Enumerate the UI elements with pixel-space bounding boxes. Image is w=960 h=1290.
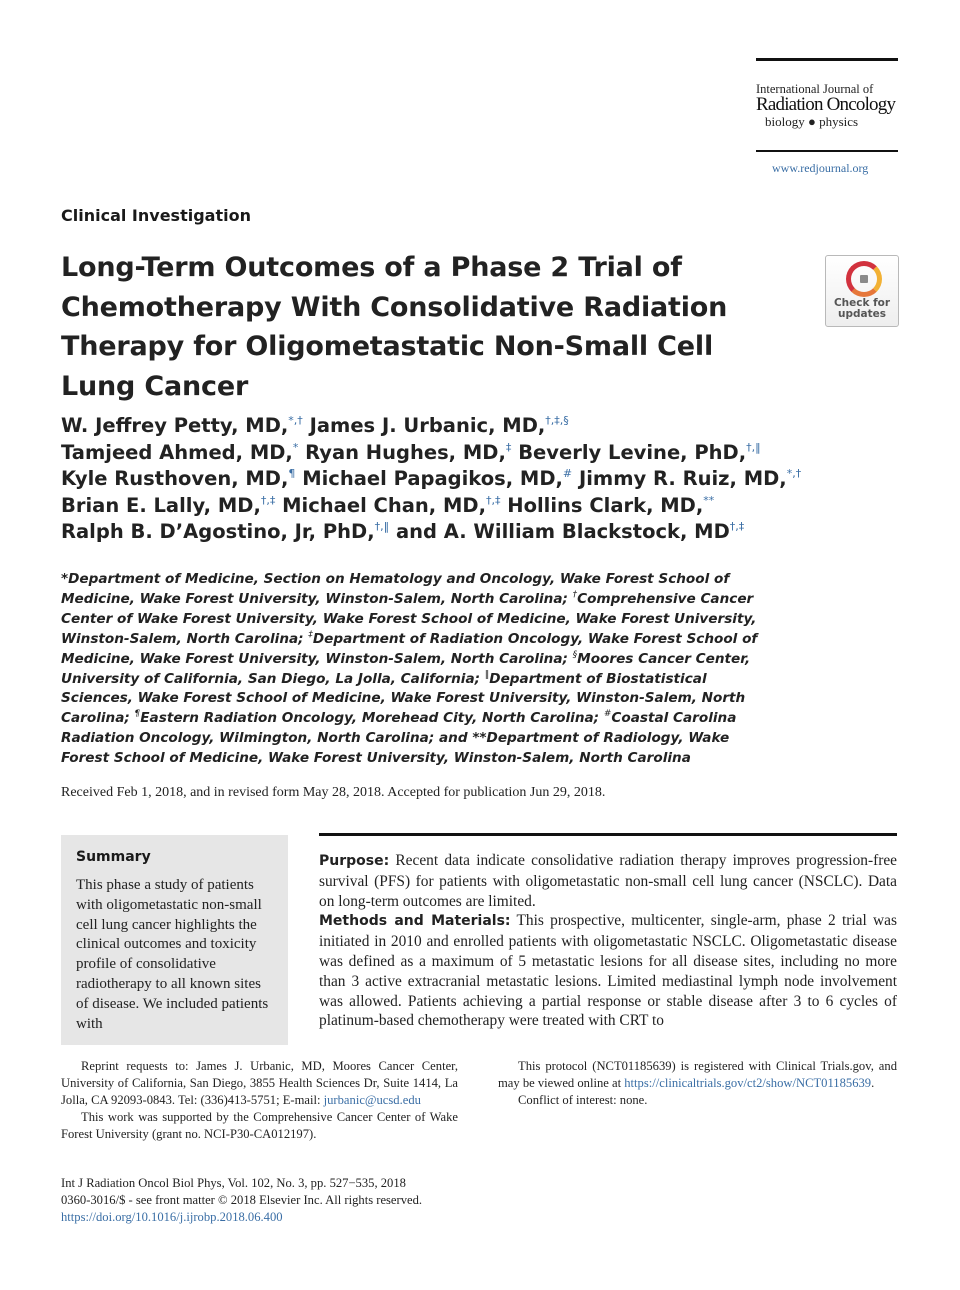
author-affiliation-marks[interactable]: ** bbox=[703, 493, 715, 507]
reprint-email-link[interactable]: jurbanic@ucsd.edu bbox=[323, 1092, 421, 1107]
protocol-footnote: This protocol (NCT01185639) is registered with Clinical Trials.gov, and may be viewed online at https://clinicaltrials.gov/ct2/show/NCT01185639. bbox=[498, 1059, 897, 1090]
journal-top-rule bbox=[756, 58, 898, 61]
check-updates-icon bbox=[846, 261, 882, 297]
citation bbox=[61, 1175, 511, 1226]
author-name: Hollins Clark, MD, bbox=[507, 493, 704, 517]
author-affiliation-marks[interactable]: †,‡ bbox=[729, 520, 745, 533]
abstract-rule bbox=[319, 833, 897, 836]
protocol-link[interactable]: https://clinicaltrials.gov/ct2/show/NCT01185639 bbox=[624, 1075, 872, 1090]
abstract-methods: Methods and Materials: This prospective, multicenter, single-arm, phase 2 trial was initiated in 2010 and enrolled patients with oligometastatic NSCLC. Oligometastatic disease was defined as a maximum of 5 metastatic lesions for all disease sites, including no more than 3 active extracranial metastatic lesions. Limited mediastinal lymph node involvement was allowed. Patients achieving a partial response or stable disease after 3 to 6 cycles of platinum-based chemotherapy were treated with CRT to bbox=[319, 912, 897, 1030]
affiliation-text: Comprehensive Cancer Center of Wake Forest University, Wake Forest School of Medicine, Wake Forest University, Winston-Salem, North Carolina; bbox=[61, 590, 757, 647]
journal-name-line3: biology ● physics bbox=[765, 114, 859, 129]
author-list bbox=[61, 413, 821, 546]
summary-body: This phase a study of patients with oligometastatic non-small cell lung cancer highlights the clinical outcomes and toxicity profile of consolidative radiotherapy to all known sites of disease. We included patients with bbox=[76, 877, 269, 1032]
journal-name-line1: International Journal of bbox=[756, 82, 874, 96]
author-name: James J. Urbanic, MD, bbox=[309, 414, 546, 437]
author-affiliation-marks[interactable]: ¶ bbox=[288, 467, 296, 480]
support-footnote: This work was supported by the Comprehensive Cancer Center of Wake Forest University (grant no. NCI-P30-CA012197). bbox=[61, 1109, 458, 1141]
author-name: and A. William Blackstock, MD bbox=[395, 520, 730, 543]
affiliation-text: Department of Biostatistical Sciences, Wake Forest School of Medicine, Wake Forest University, Winston-Salem, North Carolina; bbox=[61, 670, 746, 727]
author-affiliation-marks[interactable]: †,‡ bbox=[260, 493, 276, 507]
author-name: Ryan Hughes, MD, bbox=[305, 440, 506, 464]
author-name: Michael Papagikos, MD, bbox=[302, 467, 563, 490]
affiliation-mark: ‡ bbox=[308, 629, 313, 640]
affiliation-mark: ¶ bbox=[134, 709, 141, 720]
abstract bbox=[319, 851, 897, 1031]
affiliation-text: *Department of Medicine, Section on Hematology and Oncology, Wake Forest School of Medicine, Wake Forest University, Winston-Salem, North Carolina; bbox=[61, 571, 730, 607]
footnotes-right bbox=[498, 1058, 897, 1109]
section-label: Clinical Investigation bbox=[61, 206, 251, 225]
summary-title: Summary bbox=[76, 849, 151, 865]
conflict-footnote: Conflict of interest: none. bbox=[518, 1092, 648, 1107]
affiliation-mark: ‖ bbox=[484, 669, 490, 680]
author-name: Michael Chan, MD, bbox=[282, 493, 486, 517]
author-affiliation-marks[interactable]: *,† bbox=[288, 414, 303, 427]
author-affiliation-marks[interactable]: *,† bbox=[786, 467, 802, 480]
received-dates: Received Feb 1, 2018, and in revised form May 28, 2018. Accepted for publication Jun 29, 2018. bbox=[61, 785, 606, 800]
check-for-updates-button[interactable] bbox=[825, 255, 899, 327]
affiliation-mark: † bbox=[572, 589, 578, 600]
citation-line2: 0360-3016/$ - see front matter © 2018 Elsevier Inc. All rights reserved. bbox=[61, 1192, 423, 1207]
reprint-footnote: Reprint requests to: James J. Urbanic, MD, Moores Cancer Center, University of California, San Diego, 3855 Health Sciences Dr, Suite 1414, La Jolla, CA 92093-0843. Tel: (336)413-5751; E-mail: jurbanic@ucsd.edu bbox=[61, 1059, 458, 1107]
author-name: Beverly Levine, PhD, bbox=[518, 440, 747, 464]
affiliation-text: Eastern Radiation Oncology, Morehead City, North Carolina; bbox=[140, 710, 604, 727]
doi-link[interactable]: https://doi.org/10.1016/j.ijrobp.2018.06.400 bbox=[61, 1209, 283, 1224]
citation-line1: Int J Radiation Oncol Biol Phys, Vol. 102, No. 3, pp. 527−535, 2018 bbox=[61, 1176, 406, 1190]
journal-url[interactable]: www.redjournal.org bbox=[772, 161, 869, 175]
article-title: Long-Term Outcomes of a Phase 2 Trial of Chemotherapy With Consolidative Radiation Therapy for Oligometastatic Non-Small Cell Lung Cancer bbox=[61, 252, 728, 402]
affiliations bbox=[61, 570, 761, 769]
author-affiliation-marks[interactable]: * bbox=[292, 440, 299, 454]
affiliation-text: Moores Cancer Center, University of California, San Diego, La Jolla, California; bbox=[61, 650, 751, 687]
affiliation-text: **Department of Radiology, Wake Forest School of Medicine, Wake Forest University, Winston-Salem, North Carolina bbox=[61, 730, 730, 767]
author-name: Tamjeed Ahmed, MD, bbox=[61, 440, 293, 464]
abstract-purpose: Purpose: Recent data indicate consolidative radiation therapy improves progression-free survival (PFS) for patients with oligometastatic non-small cell lung cancer (NSCLC). Data on long-term outcomes are limited. bbox=[319, 852, 897, 910]
author-name: W. Jeffrey Petty, MD, bbox=[61, 414, 289, 437]
author-affiliation-marks[interactable]: †,‖ bbox=[374, 520, 390, 533]
affiliation-mark: # bbox=[603, 709, 612, 720]
journal-bottom-rule bbox=[756, 150, 898, 152]
author-name: Kyle Rusthoven, MD, bbox=[61, 467, 289, 490]
footnotes-left bbox=[61, 1058, 458, 1143]
check-updates-label: Check for updates bbox=[833, 297, 891, 320]
author-name: Ralph B. D’Agostino, Jr, PhD, bbox=[61, 520, 375, 543]
author-name: Brian E. Lally, MD, bbox=[61, 493, 261, 517]
author-affiliation-marks[interactable]: # bbox=[562, 467, 573, 480]
journal-name-line2: Radiation Oncology bbox=[756, 94, 896, 115]
affiliation-text: Department of Radiation Oncology, Wake Forest School of Medicine, Wake Forest University, Winston-Salem, North Carolina; bbox=[61, 630, 758, 667]
author-affiliation-marks[interactable]: †,‡ bbox=[485, 493, 501, 507]
author-affiliation-marks[interactable]: †,‡,§ bbox=[545, 414, 569, 427]
author-affiliation-marks[interactable]: †,‖ bbox=[746, 440, 761, 454]
author-name: Jimmy R. Ruiz, MD, bbox=[578, 467, 787, 490]
summary-box bbox=[61, 835, 288, 1045]
affiliation-text: Coastal Carolina Radiation Oncology, Wilmington, North Carolina; and bbox=[61, 710, 737, 747]
affiliation-mark: § bbox=[572, 649, 578, 660]
author-affiliation-marks[interactable]: ‡ bbox=[505, 440, 512, 454]
